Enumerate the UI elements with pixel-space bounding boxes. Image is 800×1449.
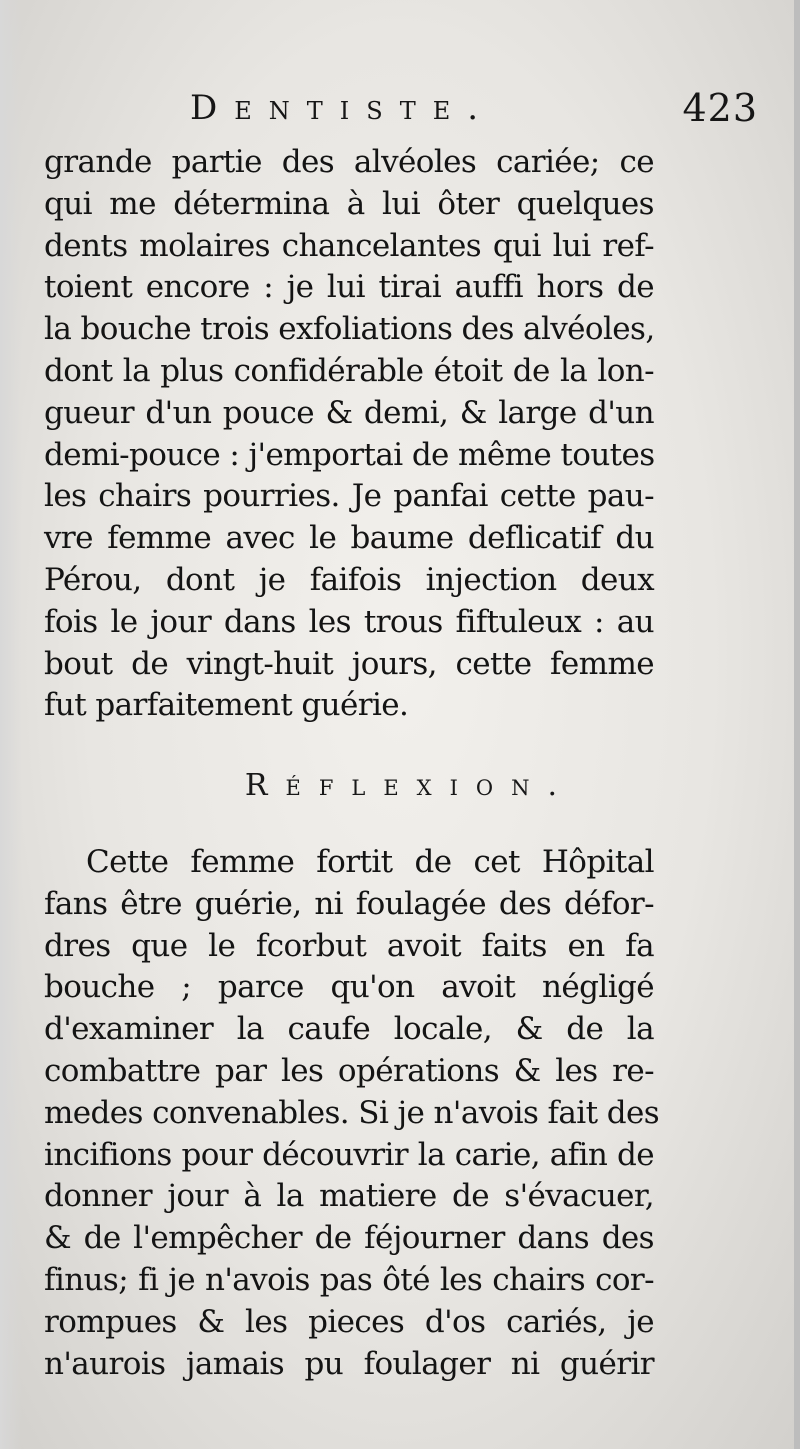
page-edge [794, 0, 800, 1449]
text-line: grande partie des alvéoles cariée; ce [44, 144, 654, 180]
section-heading: Réflexion. [244, 768, 576, 803]
text-line: medes convenables. Si je n'avois fait des [44, 1094, 660, 1131]
text-line: dont la plus confidérable étoit de la lon- [44, 352, 654, 389]
page-header [40, 78, 780, 142]
running-title: Dentiste. [190, 88, 496, 128]
text-line: dres que le fcorbut avoit faits en fa [44, 927, 654, 964]
page-number: 423 [682, 86, 758, 130]
text-line: d'examiner la caufe locale, & de la [44, 1011, 654, 1048]
text-line: Cette femme fortit de cet Hôpital [86, 844, 654, 880]
text-line: incifions pour découvrir la carie, afin de [44, 1136, 654, 1173]
text-line: Pérou, dont je faifois injection deux [44, 561, 654, 598]
text-line: vre femme avec le baume deflicatif du [44, 520, 654, 557]
text-line: toient encore : je lui tirai auffi hors de [44, 269, 654, 306]
paragraph-2 [44, 842, 660, 1385]
text-line: la bouche trois exfoliations des alvéoles, [44, 311, 655, 348]
text-line: & de l'empêcher de féjourner dans des [44, 1220, 654, 1257]
text-line: bouche ; parce qu'on avoit négligé [44, 969, 654, 1006]
text-line: les chairs pourries. Je panfai cette pau- [44, 478, 654, 515]
text-line: gueur d'un pouce & demi, & large d'un [44, 394, 654, 431]
text-line: fans être guérie, ni foulagée des défor- [44, 885, 654, 922]
text-line: fut parfaitement guérie. [44, 687, 409, 724]
text-line: rompues & les pieces d'os cariés, je [44, 1303, 654, 1340]
text-line: finus; fi je n'avois pas ôté les chairs cor- [44, 1261, 654, 1298]
text-line: n'aurois jamais pu foulager ni guérir [44, 1345, 654, 1382]
text-line: combattre par les opérations & les re- [44, 1052, 654, 1089]
text-line: bout de vingt-huit jours, cette femme [44, 645, 654, 682]
text-line: dents molaires chancelantes qui lui ref- [44, 227, 654, 264]
text-line: donner jour à la matiere de s'évacuer, [44, 1178, 654, 1215]
text-line: fois le jour dans les trous fiftuleux : au [44, 603, 654, 640]
page-gutter-shadow [0, 0, 22, 1449]
text-line: qui me détermina à lui ôter quelques [44, 185, 654, 222]
paragraph-1 [44, 142, 654, 727]
text-line: demi-pouce : j'emportai de même toutes [44, 436, 655, 473]
